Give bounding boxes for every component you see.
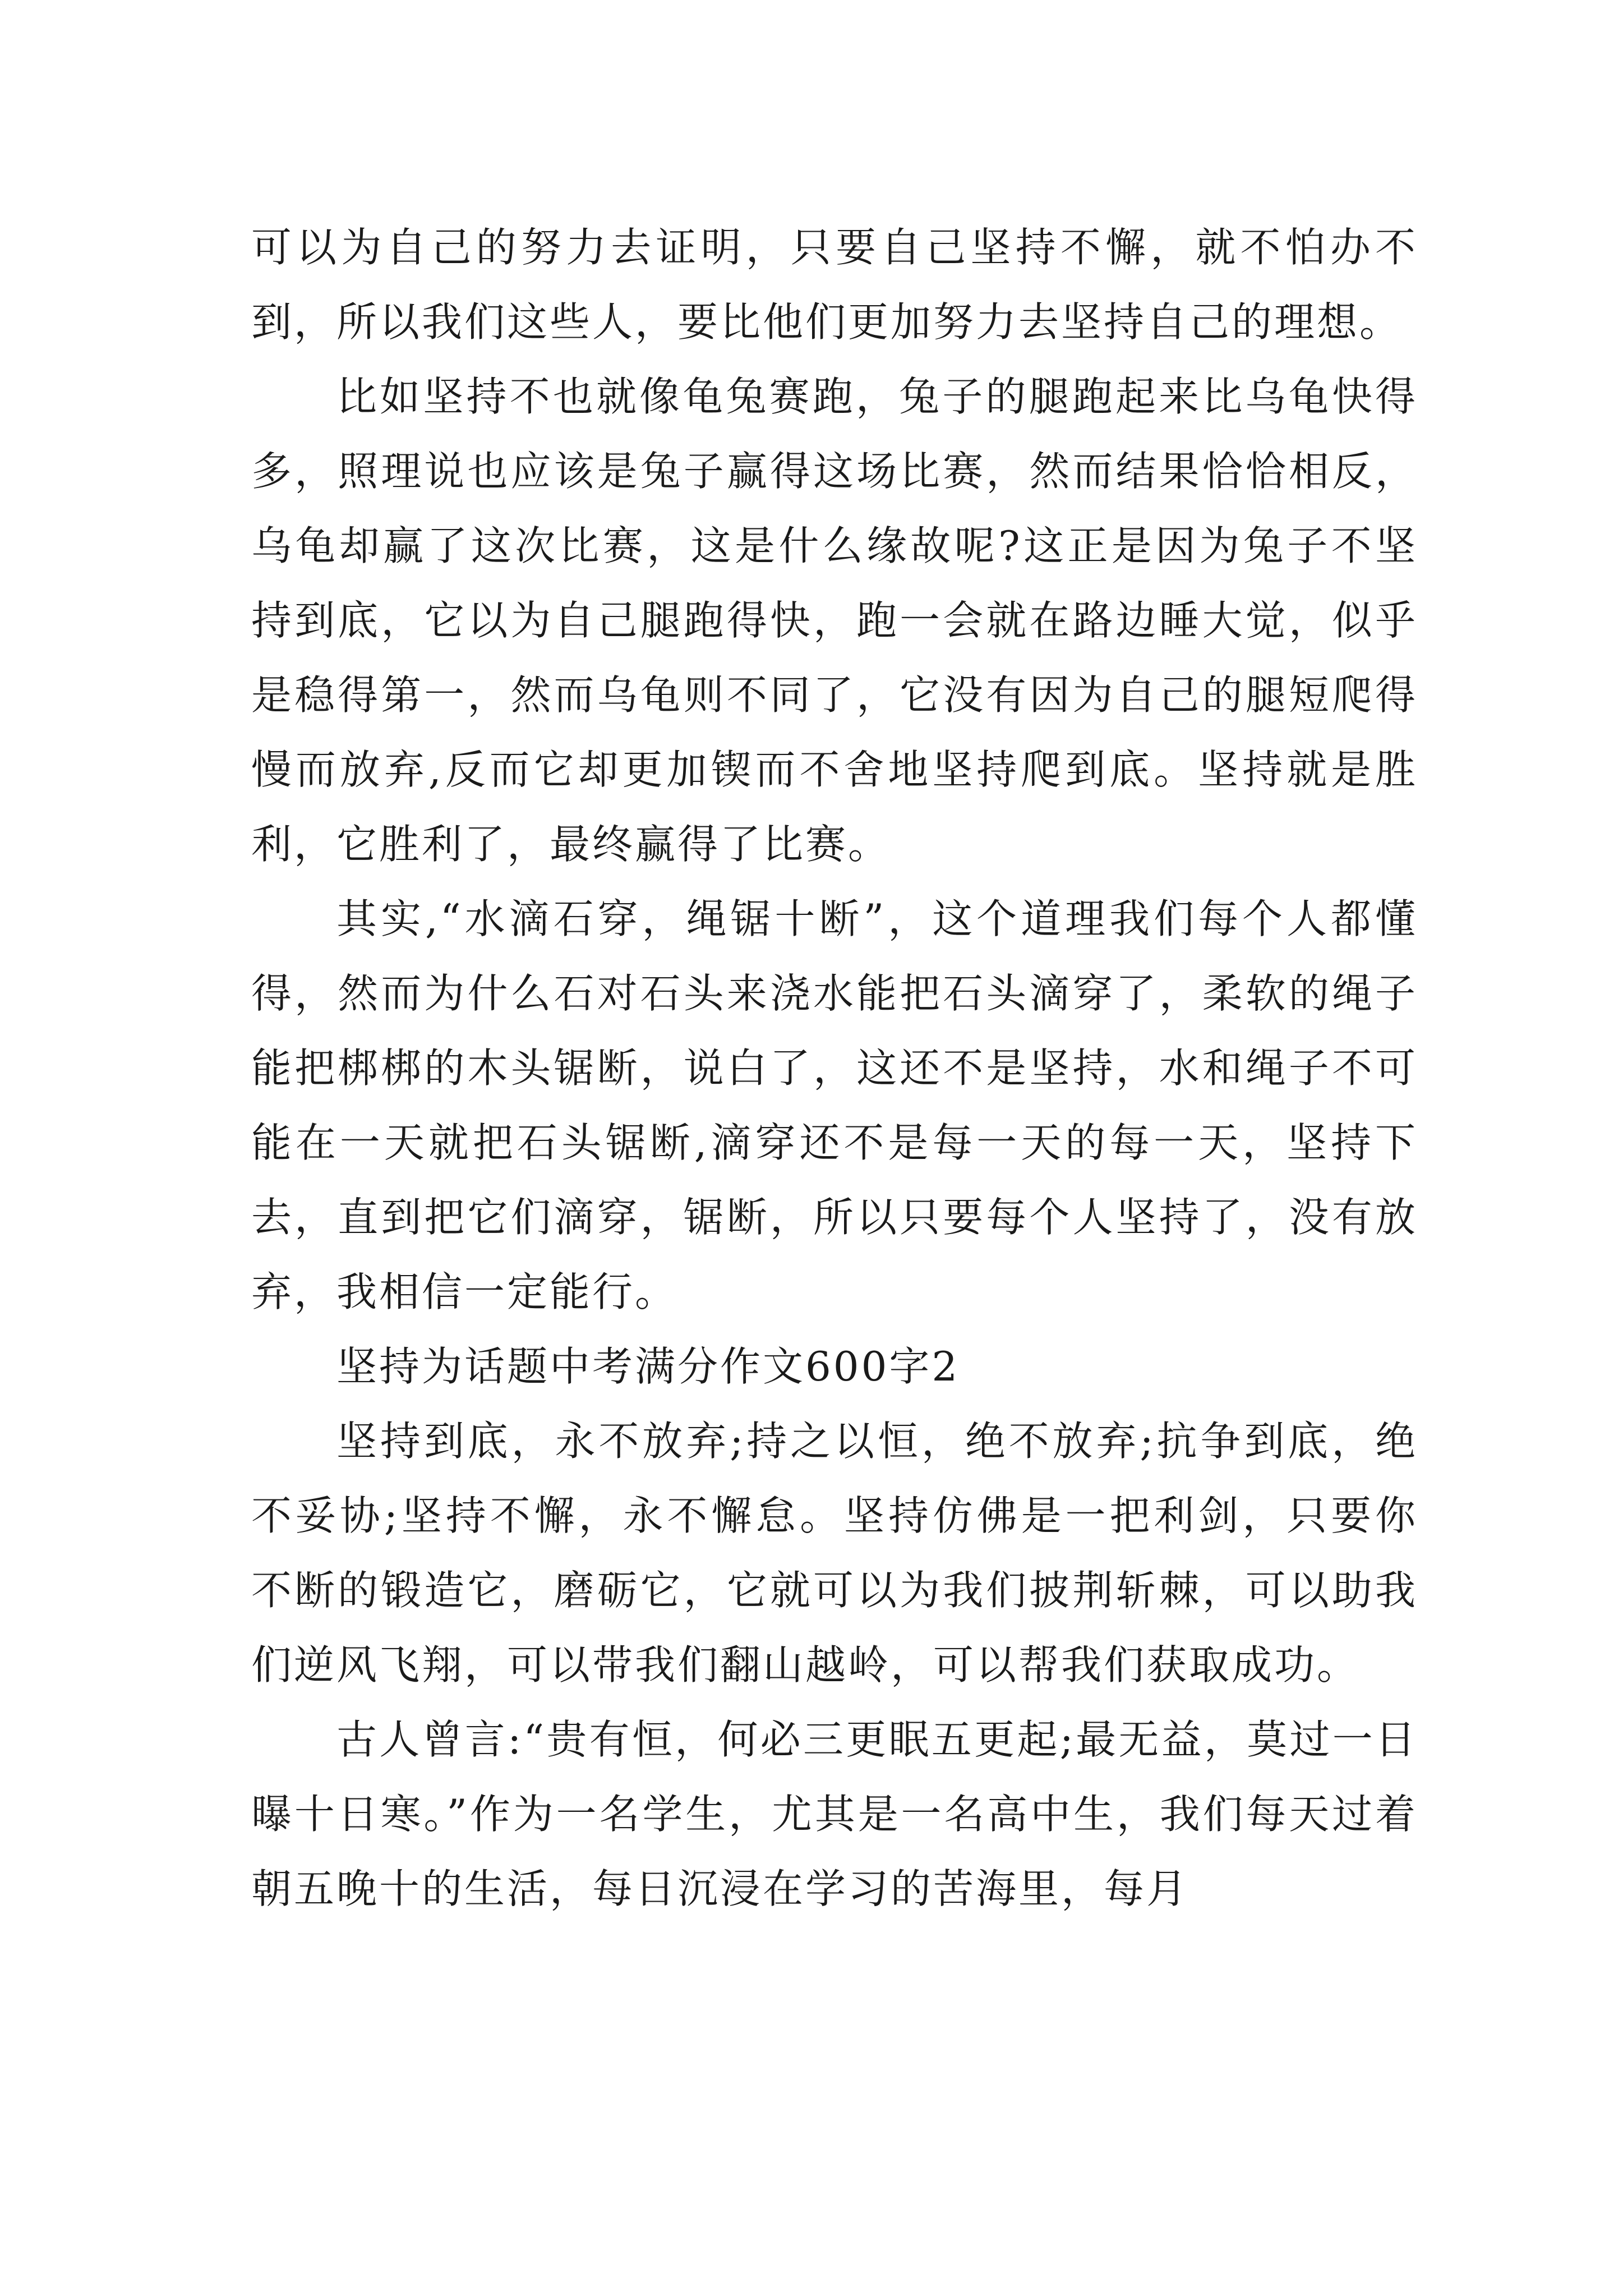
document-body xyxy=(251,210,1418,1926)
section-heading: 坚持为话题中考满分作文600字2 xyxy=(336,1343,960,1390)
paragraph-5: 古人曾言:“贵有恒，何必三更眠五更起;最无益，莫过一日曝十日寒。”作为一名学生，尤其是一名高中生，我们每天过着朝五晚十的生活，每日沉浸在学习的苦海里，每月 xyxy=(251,1716,1418,1912)
paragraph-2: 比如坚持不也就像龟兔赛跑，兔子的腿跑起来比乌龟快得多，照理说也应该是兔子赢得这场比赛，然而结果恰恰相反，乌龟却赢了这次比赛，这是什么缘故呢?这正是因为兔子不坚持到底，它以为自己腿跑得快，跑一会就在路边睡大觉，似乎是稳得第一，然而乌龟则不同了，它没有因为自己的腿短爬得慢而放弃,反而它却更加锲而不舍地坚持爬到底。坚持就是胜利，它胜利了，最终赢得了比赛。 xyxy=(251,373,1418,868)
paragraph-4: 坚持到底，永不放弃;持之以恒，绝不放弃;抗争到底，绝不妥协;坚持不懈，永不懈怠。坚持仿佛是一把利剑，只要你不断的锻造它，磨砺它，它就可以为我们披荆斩棘，可以助我们逆风飞翔，可以带我们翻山越岭，可以帮我们获取成功。 xyxy=(251,1418,1418,1688)
paragraph-3: 其实,“水滴石穿，绳锯十断”，这个道理我们每个人都懂得，然而为什么石对石头来浇水能把石头滴穿了，柔软的绳子能把梆梆的木头锯断，说白了，这还不是坚持，水和绳子不可能在一天就把石头锯断,滴穿还不是每一天的每一天，坚持下去，直到把它们滴穿，锯断，所以只要每个人坚持了，没有放弃，我相信一定能行。 xyxy=(251,895,1418,1315)
paragraph-1: 可以为自己的努力去证明，只要自己坚持不懈，就不怕办不到，所以我们这些人，要比他们更加努力去坚持自己的理想。 xyxy=(251,224,1418,346)
